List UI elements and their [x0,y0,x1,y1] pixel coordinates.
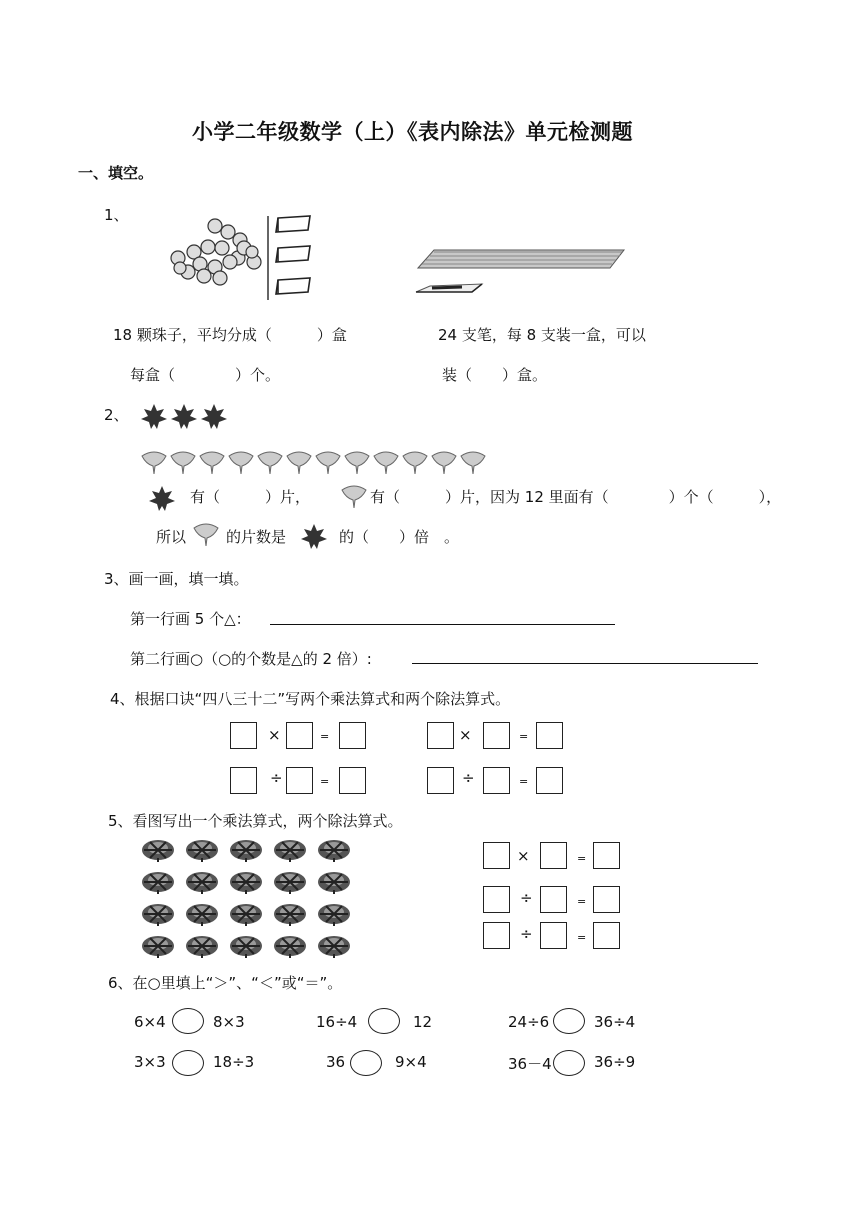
compare-oval[interactable] [172,1050,204,1076]
answer-box[interactable] [536,722,563,749]
answer-box[interactable] [483,922,510,949]
answer-box[interactable] [483,842,510,869]
compare-right: 36÷9 [594,1053,636,1071]
divide-sign: ÷ [462,769,475,787]
equals-sign: = [519,775,529,788]
answer-box[interactable] [483,767,510,794]
times-sign: × [459,726,472,744]
equals-sign: = [519,730,529,743]
equals-sign: = [320,775,330,788]
answer-box[interactable] [540,886,567,913]
compare-right: 18÷3 [213,1053,255,1071]
times-sign: × [268,726,281,744]
compare-oval[interactable] [553,1050,585,1076]
compare-right: 8×3 [213,1013,245,1031]
q3-title: 3、画一画，填一填。 [104,570,249,588]
divide-sign: ÷ [520,925,533,943]
question-number: 1、 [104,206,129,224]
equals-sign: = [577,852,587,865]
compare-left: 36 [326,1053,346,1071]
q5-title: 5、看图写出一个乘法算式，两个除法算式。 [108,812,403,830]
q1-left-line2: 每盒（ ）个。 [130,366,281,384]
answer-line[interactable] [412,663,758,664]
compare-right: 12 [413,1013,433,1031]
q1-left-line1: 18 颗珠子，平均分成（ ）盒 [113,326,347,344]
q2-text2: 有（ ）片，因为 12 里面有（ ）个（ ）， [370,488,782,506]
answer-box[interactable] [286,767,313,794]
compare-left: 36－4 [508,1055,552,1073]
answer-box[interactable] [286,722,313,749]
equals-sign: = [577,931,587,944]
q2-text5: 的（ ）倍 。 [339,528,460,546]
answer-box[interactable] [540,842,567,869]
answer-box[interactable] [593,922,620,949]
q2-text3: 所以 [156,528,187,546]
compare-left: 6×4 [134,1013,166,1031]
ginkgo-leaves-row [140,450,490,476]
times-sign: × [517,847,530,865]
pens-illustration [412,246,632,302]
maple-leaf-icon [148,484,176,512]
answer-box[interactable] [593,842,620,869]
equals-sign: = [320,730,330,743]
ginkgo-leaf-icon [192,522,220,548]
answer-box[interactable] [230,722,257,749]
divide-sign: ÷ [270,769,283,787]
ginkgo-leaf-icon [340,484,368,510]
answer-box[interactable] [427,722,454,749]
q2-text4: 的片数是 [226,528,287,546]
answer-box[interactable] [540,922,567,949]
page-title: 小学二年级数学（上）《表内除法》单元检测题 [192,120,633,144]
compare-left: 24÷6 [508,1013,550,1031]
q1-right-line2: 装（ ）盒。 [442,366,548,384]
maple-leaves-group [140,402,236,432]
answer-box[interactable] [593,886,620,913]
q2-text1: 有（ ）片， [190,488,311,506]
answer-box[interactable] [230,767,257,794]
flower-grid-illustration [140,838,364,960]
maple-leaf-icon [300,522,328,550]
compare-oval[interactable] [350,1050,382,1076]
answer-box[interactable] [427,767,454,794]
answer-box[interactable] [339,722,366,749]
answer-box[interactable] [536,767,563,794]
compare-left: 3×3 [134,1053,166,1071]
section-heading: 一、填空。 [78,164,154,182]
answer-line[interactable] [270,624,615,625]
q4-title: 4、根据口诀“四八三十二”写两个乘法算式和两个除法算式。 [110,690,511,708]
compare-right: 36÷4 [594,1013,636,1031]
answer-box[interactable] [483,886,510,913]
compare-left: 16÷4 [316,1013,358,1031]
compare-oval[interactable] [553,1008,585,1034]
q3-line2-label: 第二行画○（○的个数是△的 2 倍）: [130,650,372,668]
q6-title: 6、在○里填上“＞”、“＜”或“＝”。 [108,974,343,992]
divide-sign: ÷ [520,889,533,907]
answer-box[interactable] [339,767,366,794]
answer-box[interactable] [483,722,510,749]
compare-right: 9×4 [395,1053,427,1071]
q3-line1-label: 第一行画 5 个△： [130,610,251,628]
q1-right-line1: 24 支笔，每 8 支装一盒，可以 [438,326,646,344]
compare-oval[interactable] [172,1008,204,1034]
equals-sign: = [577,895,587,908]
question-number: 2、 [104,406,129,424]
beads-and-boxes-illustration [160,212,320,304]
compare-oval[interactable] [368,1008,400,1034]
